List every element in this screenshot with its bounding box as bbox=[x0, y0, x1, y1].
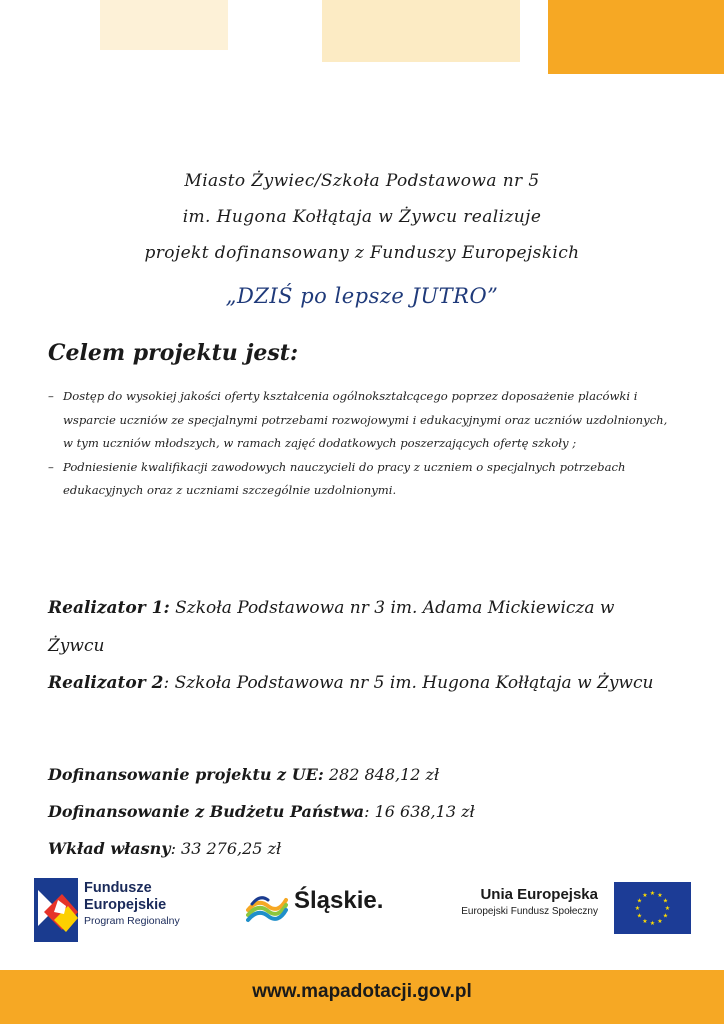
goals-title: Celem projektu jest: bbox=[48, 340, 299, 366]
svg-text:★: ★ bbox=[657, 918, 663, 925]
svg-text:★: ★ bbox=[636, 897, 643, 905]
realizator-1-label: Realizator 1: bbox=[48, 598, 170, 618]
funding-eu-value: 282 848,12 zł bbox=[323, 765, 440, 784]
funding-eu-label: Dofinansowanie projektu z UE: bbox=[48, 765, 324, 784]
svg-text:★: ★ bbox=[662, 912, 669, 920]
svg-text:★: ★ bbox=[634, 905, 641, 912]
svg-text:★: ★ bbox=[642, 918, 648, 925]
svg-text:★: ★ bbox=[657, 892, 663, 899]
svg-text:★: ★ bbox=[636, 912, 643, 920]
svg-text:★: ★ bbox=[642, 892, 648, 899]
eu-flag-icon bbox=[614, 882, 691, 934]
slaskie-waves-icon bbox=[246, 884, 288, 924]
logos-strip bbox=[0, 870, 724, 945]
funding-state-label: Dofinansowanie z Budżetu Państwa bbox=[48, 802, 365, 821]
heading-line-1: Miasto Żywiec/Szkoła Podstawowa nr 5 bbox=[184, 171, 540, 191]
ue-line-1: Unia Europejska bbox=[480, 886, 598, 903]
fe-line-3: Program Regionalny bbox=[84, 915, 180, 927]
fe-line-2: Europejskie bbox=[84, 897, 167, 913]
footer-bar bbox=[0, 970, 724, 1024]
list-dash: – bbox=[48, 459, 54, 474]
svg-text:★: ★ bbox=[649, 920, 656, 927]
goal-item bbox=[48, 385, 678, 456]
slaskie-logo bbox=[246, 884, 396, 928]
funding-state bbox=[48, 793, 688, 830]
mapadotacji-link[interactable]: www.mapadotacji.gov.pl bbox=[252, 981, 472, 1002]
fundusze-europejskie-logo bbox=[34, 878, 234, 942]
fe-text bbox=[84, 880, 180, 929]
ue-text bbox=[461, 885, 598, 919]
heading-line-3: projekt dofinansowany z Funduszy Europejskich bbox=[144, 243, 580, 263]
slaskie-text: Śląskie. bbox=[294, 887, 384, 914]
top-decor-bar-3 bbox=[548, 0, 724, 74]
realizator-2 bbox=[48, 665, 668, 703]
svg-text:★: ★ bbox=[649, 890, 656, 897]
realizator-1-value: Szkoła Podstawowa nr 3 im. Adama Mickiewicza w Żywcu bbox=[48, 598, 615, 656]
funding-eu bbox=[48, 756, 688, 793]
funding-own-value: : 33 276,25 zł bbox=[170, 839, 282, 858]
top-decor-bar-1 bbox=[100, 0, 228, 50]
realizator-2-value: : Szkoła Podstawowa nr 5 im. Hugona Kołłątaja w Żywcu bbox=[163, 673, 654, 693]
funding-section bbox=[48, 756, 688, 867]
funding-own bbox=[48, 830, 688, 867]
heading-line-2: im. Hugona Kołłątaja w Żywcu realizuje bbox=[182, 207, 542, 227]
project-heading bbox=[0, 163, 724, 271]
top-decor-bar-2 bbox=[322, 0, 520, 62]
svg-text:★: ★ bbox=[664, 905, 671, 912]
list-dash: – bbox=[48, 389, 54, 403]
realizator-2-label: Realizator 2 bbox=[48, 673, 164, 693]
funding-state-value: : 16 638,13 zł bbox=[364, 802, 475, 821]
goal-item-text: Dostęp do wysokiej jakości oferty kształcenia ogólnokształcącego poprzez doposażenie placówki i wsparcie uczniów ze specjalnymi potrzebami rozwojowymi i edukacyjnymi oraz uczniów uzdolnionych, w tym uczniów młodszych, w ramach zajęć dodatkowych poszerzających ofertę szkoły ; bbox=[63, 389, 668, 450]
ue-line-2: Europejski Fundusz Społeczny bbox=[461, 906, 598, 917]
goal-item-text: Podniesienie kwalifikacji zawodowych nauczycieli do pracy z uczniem o specjalnych potrzebach edukacyjnych oraz z uczniami szczególnie uzdolnionymi. bbox=[63, 459, 626, 497]
goals-list bbox=[48, 385, 678, 503]
svg-text:★: ★ bbox=[662, 897, 669, 905]
goal-item bbox=[48, 456, 678, 503]
funding-own-label: Wkład własny bbox=[48, 839, 171, 858]
project-slogan: „DZIŚ po lepsze JUTRO” bbox=[225, 284, 499, 308]
eu-funds-star-icon bbox=[34, 878, 78, 942]
realizatorzy-section bbox=[48, 590, 668, 703]
realizator-1 bbox=[48, 590, 668, 665]
fe-line-1: Fundusze bbox=[84, 880, 152, 896]
